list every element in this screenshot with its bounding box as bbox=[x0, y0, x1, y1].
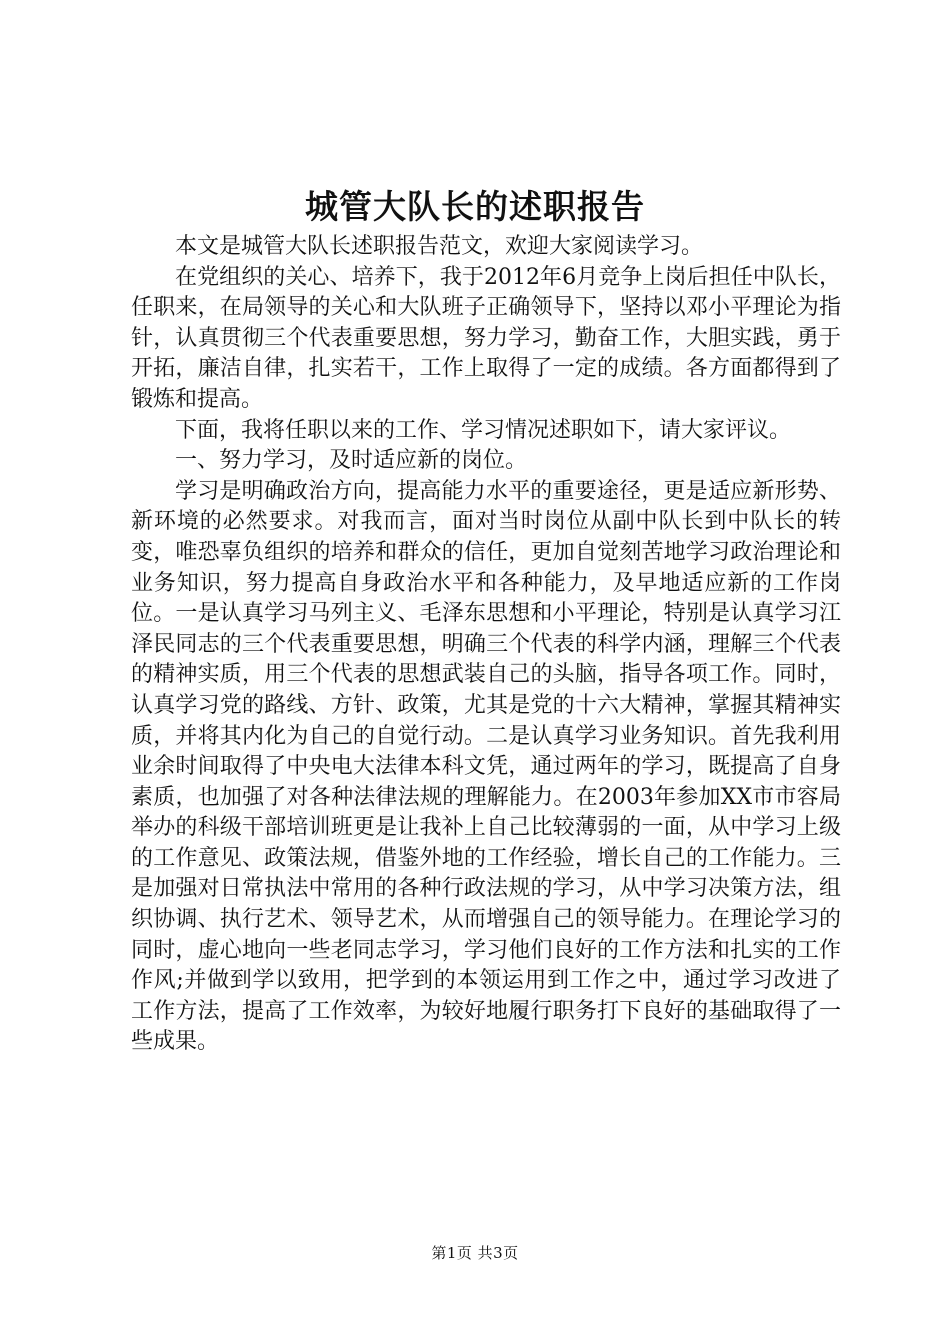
document-title: 城管大队长的述职报告 bbox=[305, 187, 645, 226]
paragraph-appointment: 在党组织的关心、培养下，我于2012年6月竞争上岗后担任中队长，任职来，在局领导的关心和大队班子正确领导下，坚持以邓小平理论为指针，认真贯彻三个代表重要思想，努力学习，勤奋工作，大胆实践，勇于开拓，廉洁自律，扎实若干，工作上取得了一定的成绩。各方面都得到了锻炼和提高。 bbox=[131, 264, 841, 412]
page-number-footer: 第1页 共3页 bbox=[431, 1244, 519, 1262]
paragraph-intro: 本文是城管大队长述职报告范文，欢迎大家阅读学习。 bbox=[175, 234, 704, 259]
document-body bbox=[131, 232, 841, 1058]
paragraph-study: 学习是明确政治方向，提高能力水平的重要途径，更是适应新形势、新环境的必然要求。对我而言，面对当时岗位从副中队长到中队长的转变，唯恐辜负组织的培养和群众的信任，更加自觉刻苦地学习政治理论和业务知识，努力提高自身政治水平和各种能力，及早地适应新的工作岗位。一是认真学习马列主义、毛泽东思想和小平理论，特别是认真学习江泽民同志的三个代表重要思想，明确三个代表的科学内涵，理解三个代表的精神实质，用三个代表的思想武装自己的头脑，指导各项工作。同时，认真学习党的路线、方针、政策，尤其是党的十六大精神，掌握其精神实质，并将其内化为自己的自觉行动。二是认真学习业务知识。首先我利用业余时间取得了中央电大法律本科文凭，通过两年的学习，既提高了自身素质，也加强了对各种法律法规的理解能力。在2003年参加XX市市容局举办的科级干部培训班更是让我补上自己比较薄弱的一面，从中学习上级的工作意见、政策法规，借鉴外地的工作经验，增长自己的工作能力。三是加强对日常执法中常用的各种行政法规的学习，从中学习决策方法，组织协调、执行艺术、领导艺术，从而增强自己的领导能力。在理论学习的同时，虚心地向一些老同志学习，学习他们良好的工作方法和扎实的工作作风;并做到学以致用，把学到的本领运用到工作之中，通过学习改进了工作方法，提高了工作效率，为较好地履行职务打下良好的基础取得了一些成果。 bbox=[131, 478, 841, 1055]
paragraph-review-request: 下面，我将任职以来的工作、学习情况述职如下，请大家评议。 bbox=[175, 417, 792, 443]
section-heading-1: 一、努力学习，及时适应新的岗位。 bbox=[175, 448, 528, 474]
